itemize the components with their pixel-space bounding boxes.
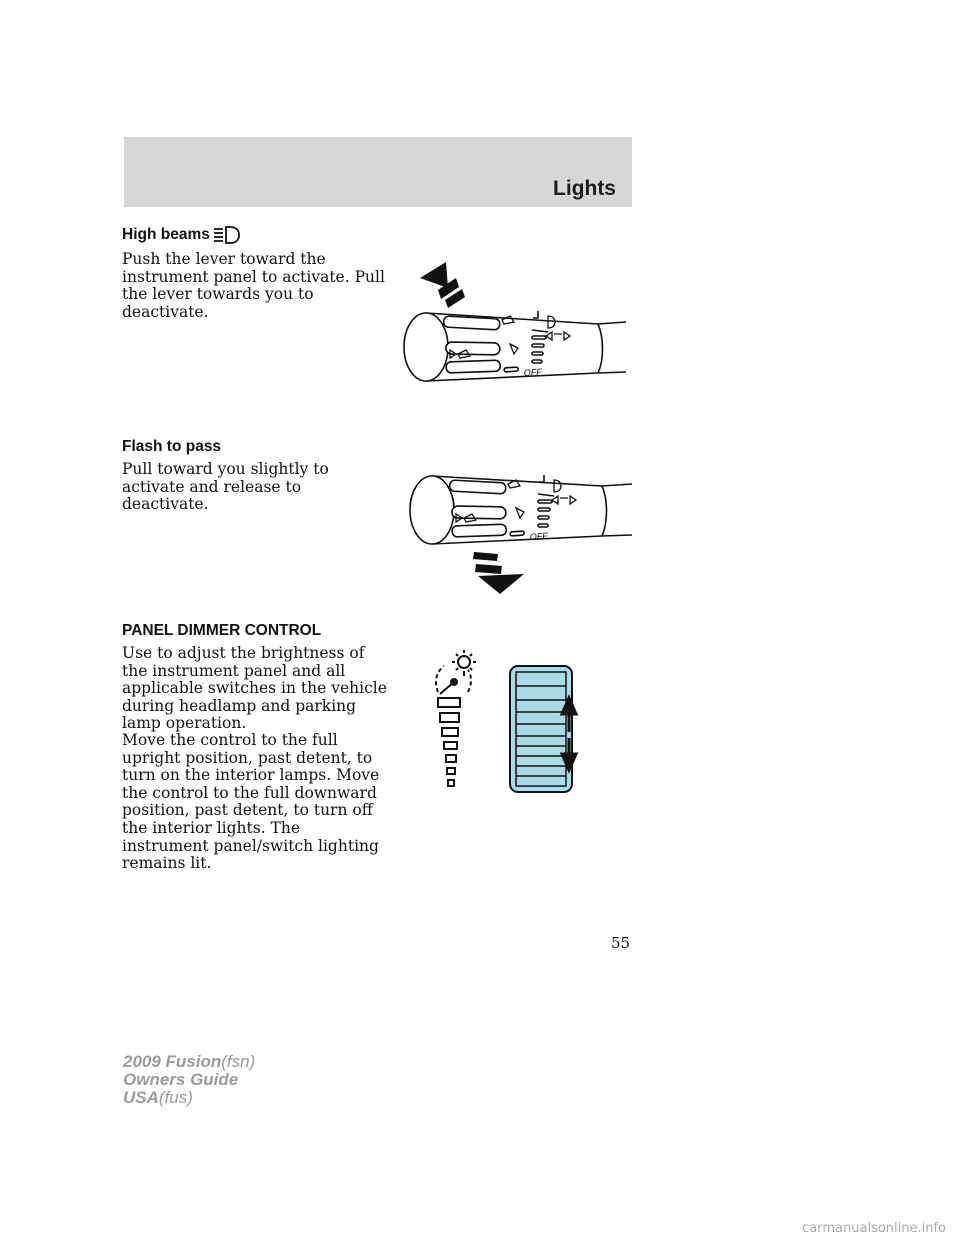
pull-arrow-icon bbox=[473, 552, 524, 594]
flash-to-pass-text: Pull toward you slightly to activate and release to deactivate. bbox=[122, 460, 329, 514]
svg-text:OFF: OFF bbox=[529, 530, 549, 542]
dimmer-thumbwheel bbox=[510, 666, 572, 792]
brightness-scale bbox=[438, 698, 460, 786]
high-beams-text: Push the lever toward the instrument panel to activate. Pull the lever towards you to deactivate. bbox=[122, 250, 385, 321]
high-beam-icon bbox=[213, 225, 241, 250]
high-beams-heading: High beams bbox=[122, 225, 241, 250]
high-beam-lever-figure bbox=[398, 258, 636, 392]
panel-dimmer-text-2: Move the control to the full upright position, past detent, to turn on the interior lamps. Move the control to the full downward position, past detent, to turn off the interior lights. The instrument panel/switch lighting remains lit. bbox=[122, 731, 380, 873]
flash-to-pass-lever-figure bbox=[402, 470, 640, 598]
document-footer: 2009 Fusion(fsn) Owners Guide USA(fus) bbox=[123, 1052, 256, 1107]
section-title: Lights bbox=[553, 177, 616, 200]
panel-dimmer-heading: PANEL DIMMER CONTROL bbox=[122, 622, 322, 639]
svg-text:OFF: OFF bbox=[523, 366, 543, 378]
panel-dimmer-figure bbox=[428, 648, 588, 802]
dimmer-symbol-icon bbox=[436, 650, 476, 694]
page-number: 55 bbox=[611, 934, 631, 952]
section-header-band bbox=[124, 137, 632, 207]
flash-to-pass-heading: Flash to pass bbox=[122, 438, 222, 455]
watermark: carmanualsonline.info bbox=[802, 1221, 946, 1236]
push-arrow-icon bbox=[420, 262, 465, 308]
panel-dimmer-text-1: Use to adjust the brightness of the instrument panel and all applicable switches in the vehicle during headlamp and parking lamp operation. bbox=[122, 644, 387, 733]
